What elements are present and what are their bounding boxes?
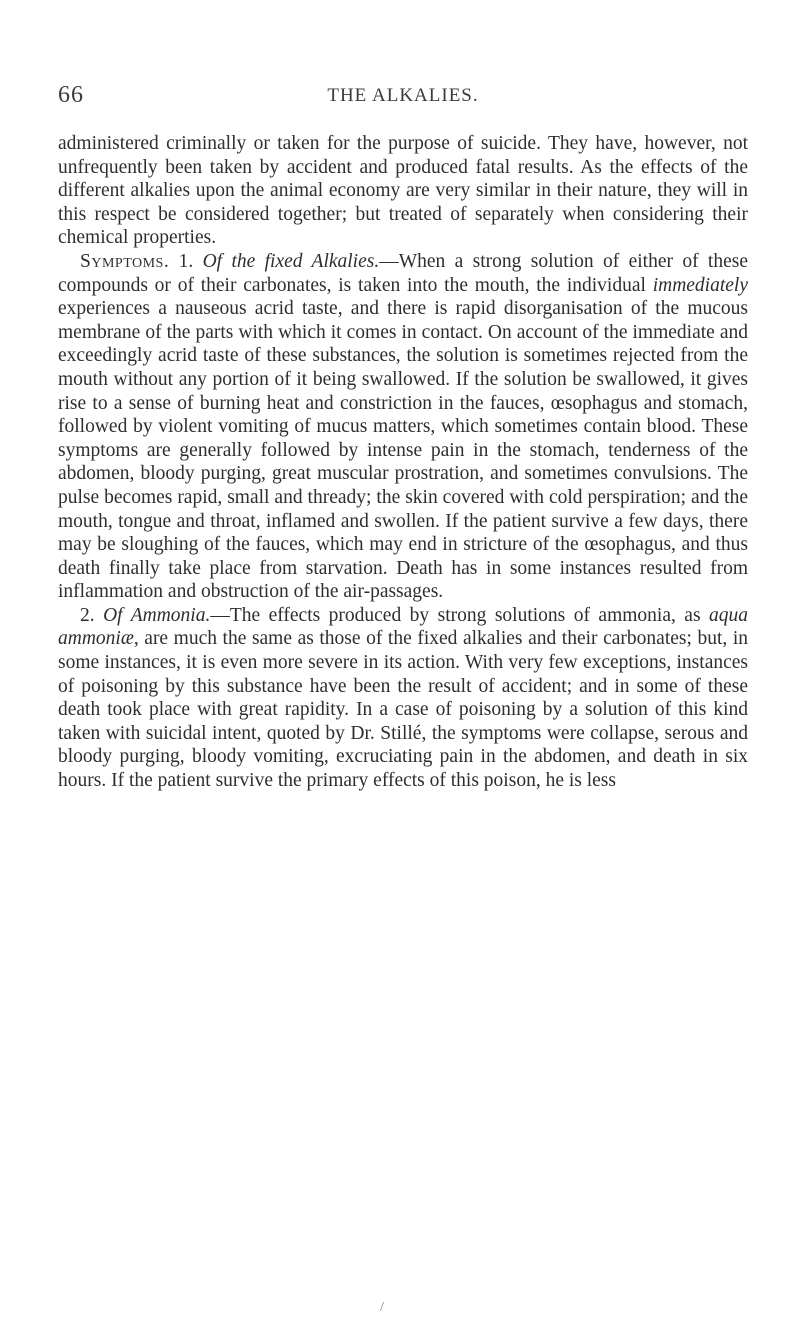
paragraph-text: , are much the same as those of the fixed alkalies and their carbonates; but, in some instances, it is even more severe in its action. With very few exceptions, instances of poisoning by this substance have been the result of accident; and in some of these death took place with great rapidity. In a case of poisoning by a solution of this kind taken with suicidal intent, quoted by Dr. Stillé, the symptoms were collapse, serous and bloody purging, bloody vomiting, excruciating pain in the abdomen, and death in six hours. If the patient survive the primary effects of this poison, he is less: [58, 628, 748, 792]
item-number-2: 2.: [80, 604, 104, 626]
emphasis-aqua-ammoniae: aqua ammoniæ: [58, 604, 749, 650]
paragraph-ammonia: [58, 604, 748, 793]
paragraph-text: —When a strong solution of either of these compounds or of their carbonates, is taken into the mouth, the individual: [58, 250, 749, 296]
running-title: THE ALKALIES.: [327, 85, 479, 106]
paragraph-text: —The effects produced by strong solutions of ammonia, as: [210, 604, 710, 626]
section-label-symptoms: Symptoms.: [80, 250, 170, 272]
emphasis-immediately: immediately: [652, 274, 748, 296]
page-number: 66: [58, 82, 84, 108]
item-number-1: 1.: [169, 250, 203, 272]
subheading-fixed-alkalies: Of the fixed Alkalies.: [202, 250, 380, 272]
body-text: [58, 132, 748, 793]
paragraph-intro: administered criminally or taken for the purpose of suicide. They have, however, not unfrequently been taken by accident and produced fatal results. As the effects of the different alkalies upon the animal economy are very similar in their nature, they will in this respect be considered together; but treated of separately when considering their chemical properties.: [58, 133, 748, 249]
paragraph-symptoms-fixed-alkalies: [58, 250, 748, 604]
stray-mark: /: [380, 1300, 384, 1315]
paragraph-text: experiences a nauseous acrid taste, and there is rapid disorganisation of the mucous membrane of the parts with which it comes in contact. On account of the immediate and exceedingly acrid taste of these substances, the solution is sometimes rejected from the mouth without any portion of it being swallowed. If the solution be swallowed, it gives rise to a sense of burning heat and constriction in the fauces, œsophagus and stomach, followed by violent vomiting of mucus matters, which sometimes contain blood. These symptoms are generally followed by intense pain in the stomach, tenderness of the abdomen, bloody purging, great muscular prostration, and sometimes convulsions. The pulse becomes rapid, small and thready; the skin covered with cold perspiration; and the mouth, tongue and throat, inflamed and swollen. If the patient survive a few days, there may be sloughing of the fauces, which may end in stricture of the œsophagus, and thus death finally take place from starvation. Death has in some instances resulted from inflammation and obstruction of the air-passages.: [58, 298, 748, 603]
page-header: [58, 82, 748, 112]
subheading-ammonia: Of Ammonia.: [103, 604, 211, 626]
